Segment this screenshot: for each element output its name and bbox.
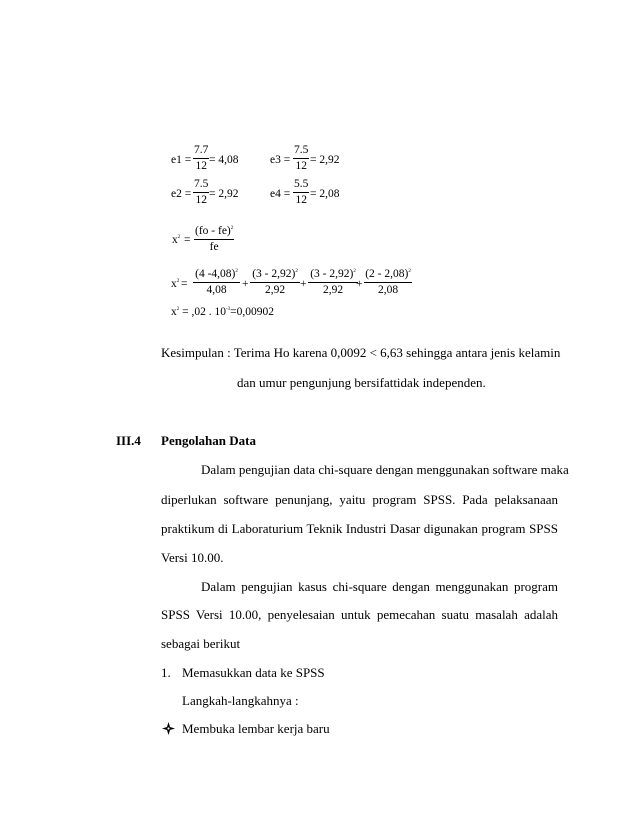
e2-denominator: 12 xyxy=(193,192,209,207)
calc-term-2-denominator: 2,92 xyxy=(250,282,300,297)
calc-term-1-numerator: (4 -4,08) xyxy=(195,268,236,280)
e3-denominator: 12 xyxy=(293,158,309,173)
e3-result: = 2,92 xyxy=(310,154,340,166)
section-number: III.4 xyxy=(116,433,141,448)
result-line: $x^2 = ,02$ . $10^{-3}=0,00902$ xyxy=(171,306,275,318)
formula-numerator: (fo - fe)$^2$ xyxy=(195,225,234,237)
e1-numerator: 7.7 xyxy=(194,144,209,156)
e4-fraction xyxy=(293,178,309,207)
paragraph-1-line-1: Dalam pengujian data chi-square dengan menggunakan software maka xyxy=(201,462,569,477)
paragraph-1-line-4: Versi 10.00. xyxy=(161,550,224,565)
e1-result: = 4,08 xyxy=(209,154,239,166)
steps-label: Langkah-langkahnya : xyxy=(182,693,299,708)
paragraph-2-line-3: sebagai berikut xyxy=(161,636,241,651)
formula-denominator: fe xyxy=(194,239,234,254)
conclusion-line-1: Kesimpulan : Terima Ho karena 0,0092 < 6,63 sehingga antara jenis kelamin xyxy=(161,345,561,360)
e1-label: e1 = xyxy=(171,154,192,166)
calc-term-4-denominator: 2,08 xyxy=(364,282,412,297)
e1-denominator: 12 xyxy=(193,158,209,173)
bullet-item-text: Membuka lembar kerja baru xyxy=(182,721,330,736)
formula-fraction xyxy=(194,225,234,254)
formula-equals: = xyxy=(184,234,191,246)
formula-lhs: $x^2$ xyxy=(172,234,181,246)
section-title: Pengolahan Data xyxy=(161,433,256,448)
calc-plus-2: + xyxy=(300,278,307,290)
e2-label: e2 = xyxy=(171,188,192,200)
paragraph-1-line-2: diperlukan software penunjang, yaitu program SPSS. Pada pelaksanaan xyxy=(161,492,558,507)
conclusion-line-2: dan umur pengunjung bersifattidak independen. xyxy=(237,375,486,390)
list-item-1-text: Memasukkan data ke SPSS xyxy=(182,665,325,680)
calc-term-3: $\frac{(3 - 2,92)^2}{2,92}$ xyxy=(308,268,358,297)
e3-label: e3 = xyxy=(270,154,291,166)
paragraph-2-line-2: SPSS Versi 10.00, penyelesaian untuk pemecahan suatu masalah adalah xyxy=(161,607,558,622)
e4-label: e4 = xyxy=(270,188,291,200)
calc-term-2-numerator: (3 - 2,92) xyxy=(252,268,296,280)
e3-numerator: 7.5 xyxy=(294,144,309,156)
calc-equals: = xyxy=(181,278,188,290)
paragraph-2-line-1: Dalam pengujian kasus chi-square dengan menggunakan program xyxy=(201,579,558,594)
calc-term-1: $\frac{(4 -4,08)^2}{4,08}$ xyxy=(193,268,240,297)
calc-term-2: $\frac{(3 - 2,92)^2}{2,92}$ xyxy=(250,268,300,297)
e4-numerator: 5.5 xyxy=(294,178,309,190)
calc-plus-1: + xyxy=(242,278,249,290)
e4-result: = 2,08 xyxy=(310,188,340,200)
list-item-1-number: 1. xyxy=(161,665,171,680)
e2-fraction xyxy=(193,178,209,207)
e4-denominator: 12 xyxy=(293,192,309,207)
calc-term-4-numerator: (2 - 2,08) xyxy=(365,268,409,280)
paragraph-1-line-3: praktikum di Laboraturium Teknik Industri Dasar digunakan program SPSS xyxy=(161,521,558,536)
e1-fraction xyxy=(193,144,209,173)
e2-numerator: 7.5 xyxy=(194,178,209,190)
calc-plus-3: + xyxy=(356,278,363,290)
calc-term-3-denominator: 2,92 xyxy=(308,282,358,297)
e3-fraction xyxy=(293,144,309,173)
calc-term-3-numerator: (3 - 2,92) xyxy=(310,268,354,280)
calc-term-1-denominator: 4,08 xyxy=(193,282,240,297)
e2-result: = 2,92 xyxy=(209,188,239,200)
calc-term-4: $\frac{(2 - 2,08)^2}{2,08}$ xyxy=(365,268,411,296)
diamond-bullet-icon xyxy=(162,722,175,735)
calc-lhs: $x^2$ xyxy=(171,278,180,290)
